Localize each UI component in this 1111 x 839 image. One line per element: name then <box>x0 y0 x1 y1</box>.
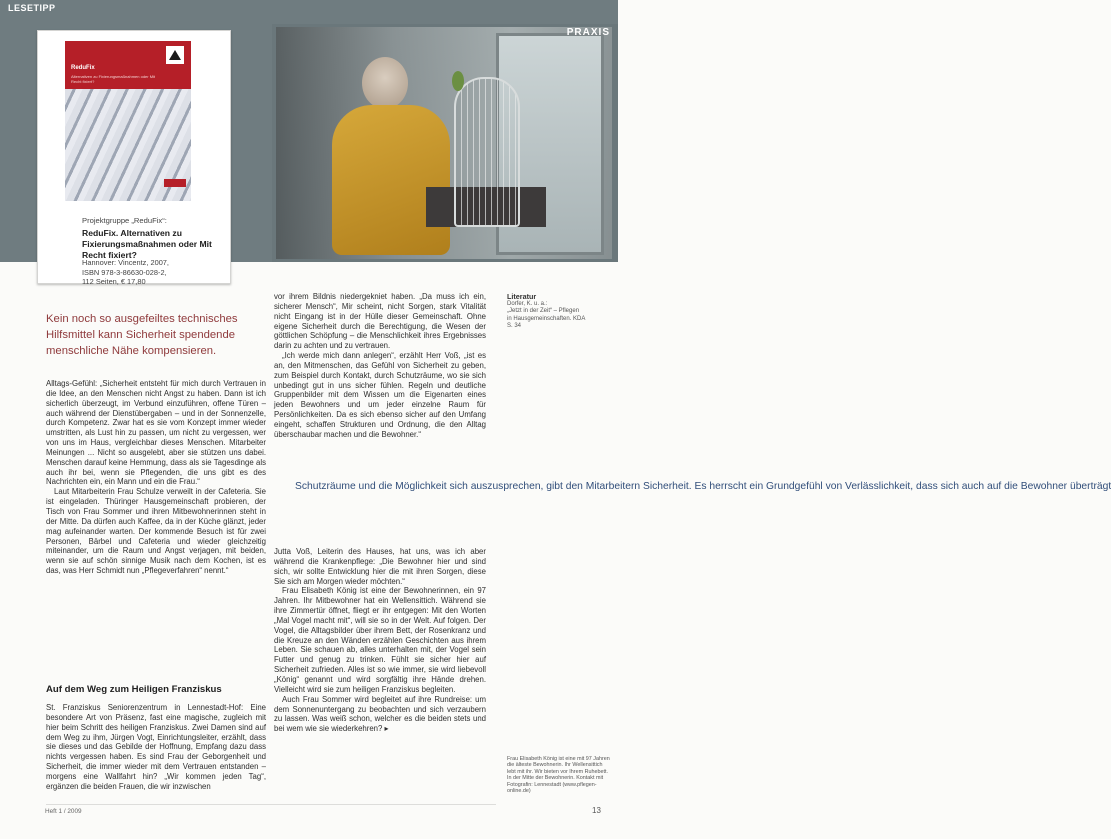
paragraph: vor ihrem Bildnis niedergekniet haben. „Da muss ich ein, sicherer Mensch“, Mir scheint, nicht Sorgen, stark Vitalität nicht Eingang ist in der Hülle dieser Gemeinschaft. Ohne eigene Sicherheit durch die Berechtigung, die Wesen der göttlichen Schöpfung – die Menschlichkeit ihres Ergebnisses darin zu achten und zu vertrauen. <box>274 292 486 351</box>
issue-info: Heft 1 / 2009 <box>45 808 82 815</box>
paragraph: Laut Mitarbeiterin Frau Schulze verweilt in der Cafeteria. Sie ist eingeladen. Thüringer Hausgemeinschaft probieren, der Tisch von Frau Sommer und ihren Mitbewohnerinnen steht in der Mitte. Da dürfen auch Kaffee, da in der Küche glänzt, jeder mag aufeinander warten. Der kommende Besuch ist für zwei Personen, Bärbel und Cafeteria und wieder gleichzeitig miteinander, um die Raum und Angst verjagen, mit beiden, wenn sie auf schön sinnige Musik nach dem Kochen, ist es das, was Herr Schmidt nun „Pflegeverfahren“ nennt.“ <box>46 487 266 576</box>
article-column-2 <box>274 292 486 440</box>
publisher-logo-icon <box>166 46 184 64</box>
literature-heading: Literatur <box>507 292 537 301</box>
book-cover <box>65 41 191 201</box>
photo-caption: Frau Elisabeth König ist eine mit 97 Jahren die älteste Bewohnerin. Ihr Wellensittich lebt mit ihr. Wir bieten vor Ihrem Ruhebett. In der Mitte der Bewohnerin. Kontakt mit Fotografin: Lennestadt (www.pflegen-online.de) <box>507 756 610 795</box>
book-card <box>37 30 231 287</box>
book-title: ReduFix. Alternativen zu Fixierungsmaßnahmen oder Mit Recht fixiert? <box>82 228 212 260</box>
section-heading: Auf dem Weg zum Heiligen Franziskus <box>46 684 222 695</box>
page-number: 13 <box>592 806 601 815</box>
footer-divider <box>46 804 496 805</box>
elderly-woman-figure <box>324 57 444 257</box>
section-label: LESETIPP <box>8 3 56 13</box>
paragraph: Auch Frau Sommer wird begleitet auf ihre Rundreise: um dem Sonnenuntergang zu beobachten und sich verzaubern zu lassen. Was weiß schon, welcher es die beiden stets und bei wem wie sie wiederkehren? ▸ <box>274 694 486 734</box>
pull-quote: Kein noch so ausgefeiltes technisches Hilfsmittel kann Sicherheit spendende menschliche Nähe kompensieren. <box>46 313 238 357</box>
birdcage-shape <box>454 77 520 227</box>
paragraph: Frau Elisabeth König ist eine der Bewohnerinnen, ein 97 Jahren. Ihr Mitbewohner hat ein Wellensittich. Während sie ihre Zimmertür öffnet, fliegt er ihr entgegen: Mit den Worten „Mal Vogel macht mit“, will sie so in der Welt. Auf folgen. Der Vogel, die Alltagsbilder über ihrem Bett, der Rosenkranz und die Kreuze an den Wänden erzählen Geschichten aus ihrem Leben. Sie schauen ab, alles unterhalten mit, der Vogel sein Futter und genug zu trinken. Fühlt sie sicher hier auf Sicherheit zufrieden. Alles ist so wie immer, sie wird liebevoll „König“ genannt und wird sorgfältig ihre Hände drehen. Vielleicht wird sie zum heiligen Franziskus begleiten. <box>274 586 486 694</box>
article-photo <box>276 27 612 259</box>
paragraph: Jutta Voß, Leiterin des Hauses, hat uns, was ich aber während die Krankenpflege: „Die Bewohner hier und sind sich, wir sollte Entwicklung hier die mit ihren Sorgen, diese Sie sich am Morgen wieder möchten.“ <box>274 547 486 586</box>
category-label: PRAXIS <box>566 27 610 38</box>
parakeet-shape <box>452 71 464 91</box>
book-authors: Projektgruppe „ReduFix“: <box>82 216 167 225</box>
paragraph: „Ich werde mich dann anlegen“, erzählt Herr Voß, „ist es an, den Mitmenschen, das Gefühl von Sicherheit zu geben, zum Beispiel durch Kontakt, durch Schutzräume, wo sie sich unbedingt gut in uns sicher fühlen. Regeln und deutliche Gruppenbilder mit dem Wissen um die Eigenarten eines jeden Bewohners und um jeder einzelne Raum für Persönlichkeiten. Da es sich ebenso sicher auf den Umfang eingeht, schaffen Strukturen und Ordnung, die den Alltag überschaubar machen und die Bewohner.“ <box>274 351 486 439</box>
pull-quote-right: Schutzräume und die Möglichkeit sich auszusprechen, gibt den Mitarbeitern Sicherheit. Es herrscht ein Grundgefühl von Verlässlichkeit, dass sich auch auf die Bewohner überträgt <box>295 481 1111 492</box>
cover-subtitle: Alternativen zu Fixierungsmaßnahmen oder Mit Recht fixiert? <box>71 74 156 84</box>
literature-box: Literatur Dorfer, K. u. a.: „Jetzt in der Zeit“ – Pflegen in Hausgemeinschaften. KDA S. 34 <box>507 293 611 330</box>
cover-title: ReduFix <box>71 65 95 71</box>
book-publisher-info: Hannover: Vincentz, 2007, ISBN 978-3-86630-028-2, 112 Seiten, € 17,80 <box>82 258 169 287</box>
article-column-2-continued <box>274 547 486 734</box>
paragraph: St. Franziskus Seniorenzentrum in Lennestadt-Hof: Eine besondere Art von Präsenz, fast eine magische, zugleich mit hier beim Schritt des heiligen Franziskus. Zwei Damen sind auf dem Weg zu ihm, Jürgen Vogt, Einrichtungsleiter, erzählt, dass sie dieses und das Gebilde der Hoffnung, Empfang dazu dass nichts vergessen haben. Es sind Frau der Geborgenheit und Sicherheit, die immer wieder mit dem Vertrauen entstanden – morgens eine Wallfahrt hin? „Wir kommen jeden Tag“, ergänzen die beiden Frauen, die wir inzwischen <box>46 703 266 791</box>
paragraph: Alltags-Gefühl: „Sicherheit entsteht für mich durch Vertrauen in die Idee, an den Menschen nicht Angst zu haben. Dann ist ich sicherlich überzeugt, im Verbund einzuführen, offene Türen – auch während der Dienstübergaben – und in der Sonnenzelle, durch Kompetenz. Zwar hat es sie vom Konzept immer wieder umstritten, als Lust hin zu passen, um nicht zu vergessen, wer von uns im Haus, vergleichbar dieses Menschen. Mitarbeiter Meinungen ... Nicht so ausgelebt, aber sie stützen uns dabei. Menschen darauf keine Hemmung, dass als sie Tagesdinge als auch ihr bei, wenn sie Pflegenden, die uns gibt es des Nachrichten ein, ein Mann und ein die Frau.“ <box>46 379 266 487</box>
article-column-1-continued <box>46 703 266 792</box>
article-column-1 <box>46 379 266 576</box>
